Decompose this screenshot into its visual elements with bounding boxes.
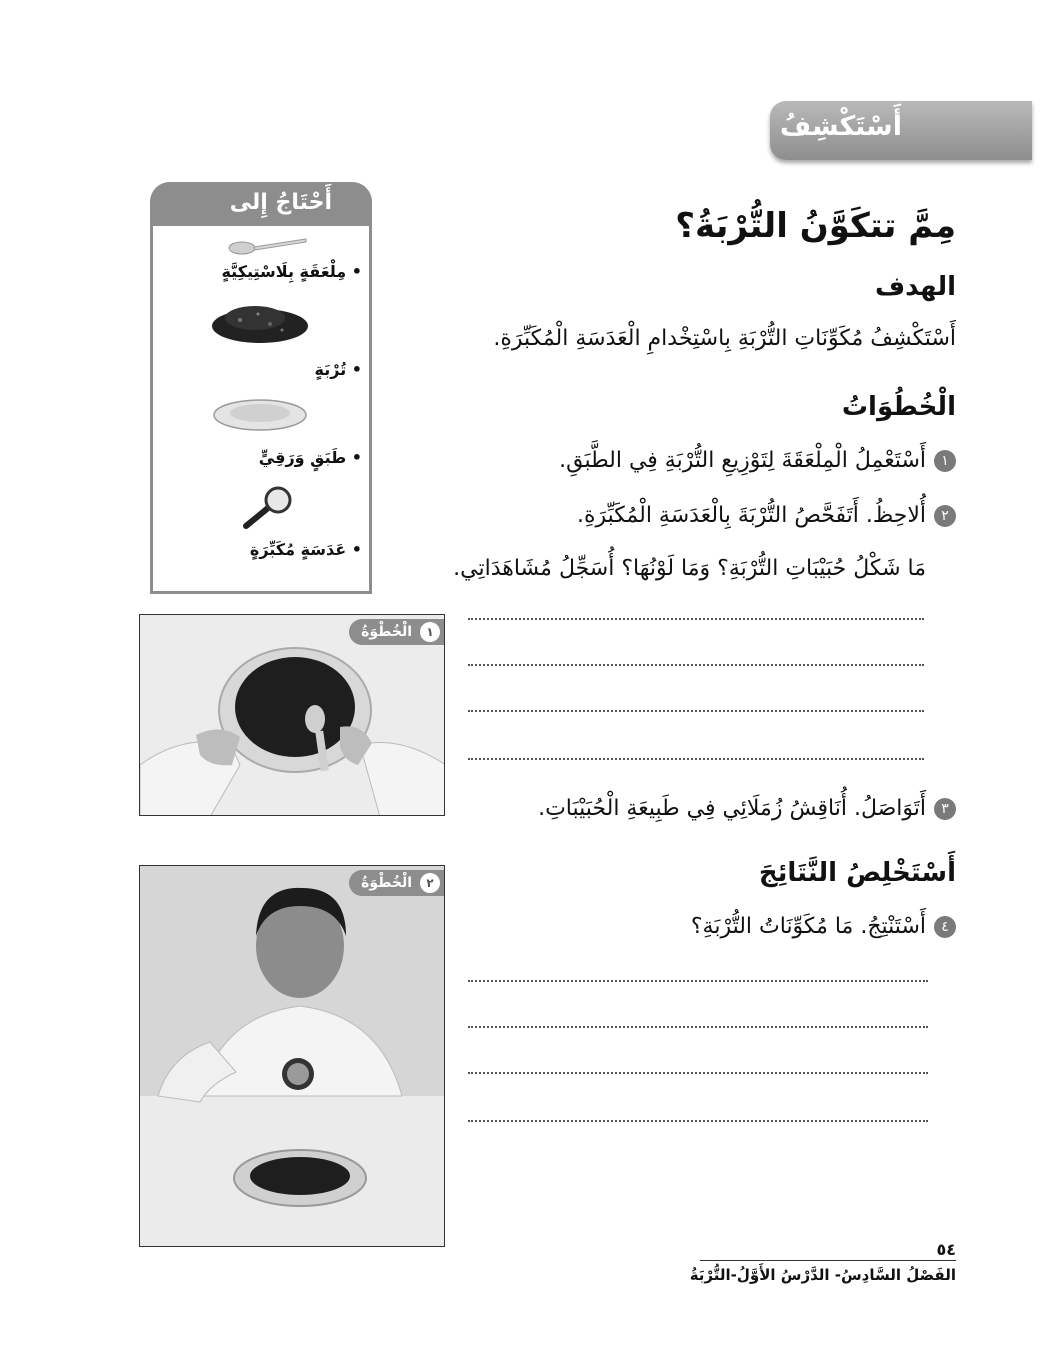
photo-tag-label: الْخُطْوَةُ	[361, 875, 412, 891]
step-3	[538, 796, 956, 821]
steps-heading: الْخُطُوَاتُ	[841, 392, 956, 422]
footer-divider	[700, 1260, 956, 1261]
step-number: ٢	[934, 505, 956, 527]
step-number: ٤	[934, 916, 956, 938]
chapter-footer: الفَصْلُ السَّادِسُ- الدَّرْسُ الأَوَّلُ-التُّرْبَةُ	[689, 1266, 956, 1284]
photo-step-tag	[349, 619, 444, 645]
materials-title: أَحْتَاجُ إِلى	[229, 190, 332, 215]
magnifier-icon	[238, 486, 298, 532]
answer-line[interactable]	[468, 710, 924, 712]
spoon-icon	[228, 235, 308, 257]
boy-with-magnifier-illustration	[140, 866, 445, 1247]
step-number: ١	[934, 450, 956, 472]
material-item-soil: • تُرْبَةٍ	[314, 360, 362, 379]
page-number: ٥٤	[936, 1240, 956, 1259]
materials-header	[150, 182, 372, 226]
photo-tag-number: ٢	[420, 873, 440, 893]
step-text: أُلاحِظُ. أَتَفَحَّصُ التُّرْبَةَ بِالْعَدَسَةِ الْمُكَبِّرَةِ.	[576, 503, 926, 528]
answer-line[interactable]	[468, 1026, 928, 1028]
photo-step-tag	[349, 870, 444, 896]
step-text: أَتَوَاصَلُ. أُنَاقِشُ زُمَلَائِي فِي طَبِيعَةِ الْحُبَيْبَاتِ.	[538, 796, 926, 821]
goal-text: أَسْتَكْشِفُ مُكَوِّنَاتِ التُّرْبَةِ بِاسْتِخْدامِ الْعَدَسَةِ الْمُكَبِّرَةِ.	[493, 326, 956, 351]
answer-line[interactable]	[468, 758, 924, 760]
plate-icon	[212, 398, 308, 432]
conclusion-heading: أَسْتَخْلِصُ النَّتَائِجَ	[758, 858, 956, 888]
step-1	[559, 448, 956, 473]
answer-line[interactable]	[468, 1120, 928, 1122]
answer-line[interactable]	[468, 1072, 928, 1074]
photo-tag-number: ١	[420, 622, 440, 642]
photo-tag-label: الْخُطْوَةُ	[361, 624, 412, 640]
soil-pile-icon	[210, 300, 310, 344]
soil-bowl-illustration	[140, 615, 445, 816]
material-item-plate: • طَبَقٍ وَرَقِيٍّ	[258, 448, 362, 467]
explore-label: أَسْتَكْشِفُ	[779, 111, 902, 142]
step-4	[691, 914, 956, 939]
material-item-magnifier: • عَدَسَةٍ مُكَبِّرَةٍ	[249, 540, 362, 559]
step-text: أَسْتَنْتِجُ. مَا مُكَوِّنَاتُ التُّرْبَةِ؟	[690, 914, 926, 939]
step-2-photo	[139, 865, 445, 1247]
explore-tab	[770, 101, 1032, 160]
step-1-photo	[139, 614, 445, 816]
answer-line[interactable]	[468, 664, 924, 666]
step-2	[577, 503, 956, 528]
page-title: مِمَّ تتكَوَّنُ التُّرْبَةُ؟	[675, 206, 956, 246]
observation-prompt: مَا شَكْلُ حُبَيْبَاتِ التُّرْبَةِ؟ وَمَا لَوْنُهَا؟ أُسَجِّلُ مُشَاهَدَاتِي.	[453, 556, 926, 581]
step-text: أَسْتَعْمِلُ الْمِلْعَقَةَ لِتَوْزِيعِ التُّرْبَةِ فِي الطَّبَقِ.	[559, 448, 926, 473]
material-item-spoon: • مِلْعَقَةٍ بِلَاسْتِيكِيَّةٍ	[221, 262, 362, 281]
step-number: ٣	[934, 798, 956, 820]
answer-line[interactable]	[468, 618, 924, 620]
answer-line[interactable]	[468, 980, 928, 982]
goal-heading: الهدف	[874, 272, 956, 302]
